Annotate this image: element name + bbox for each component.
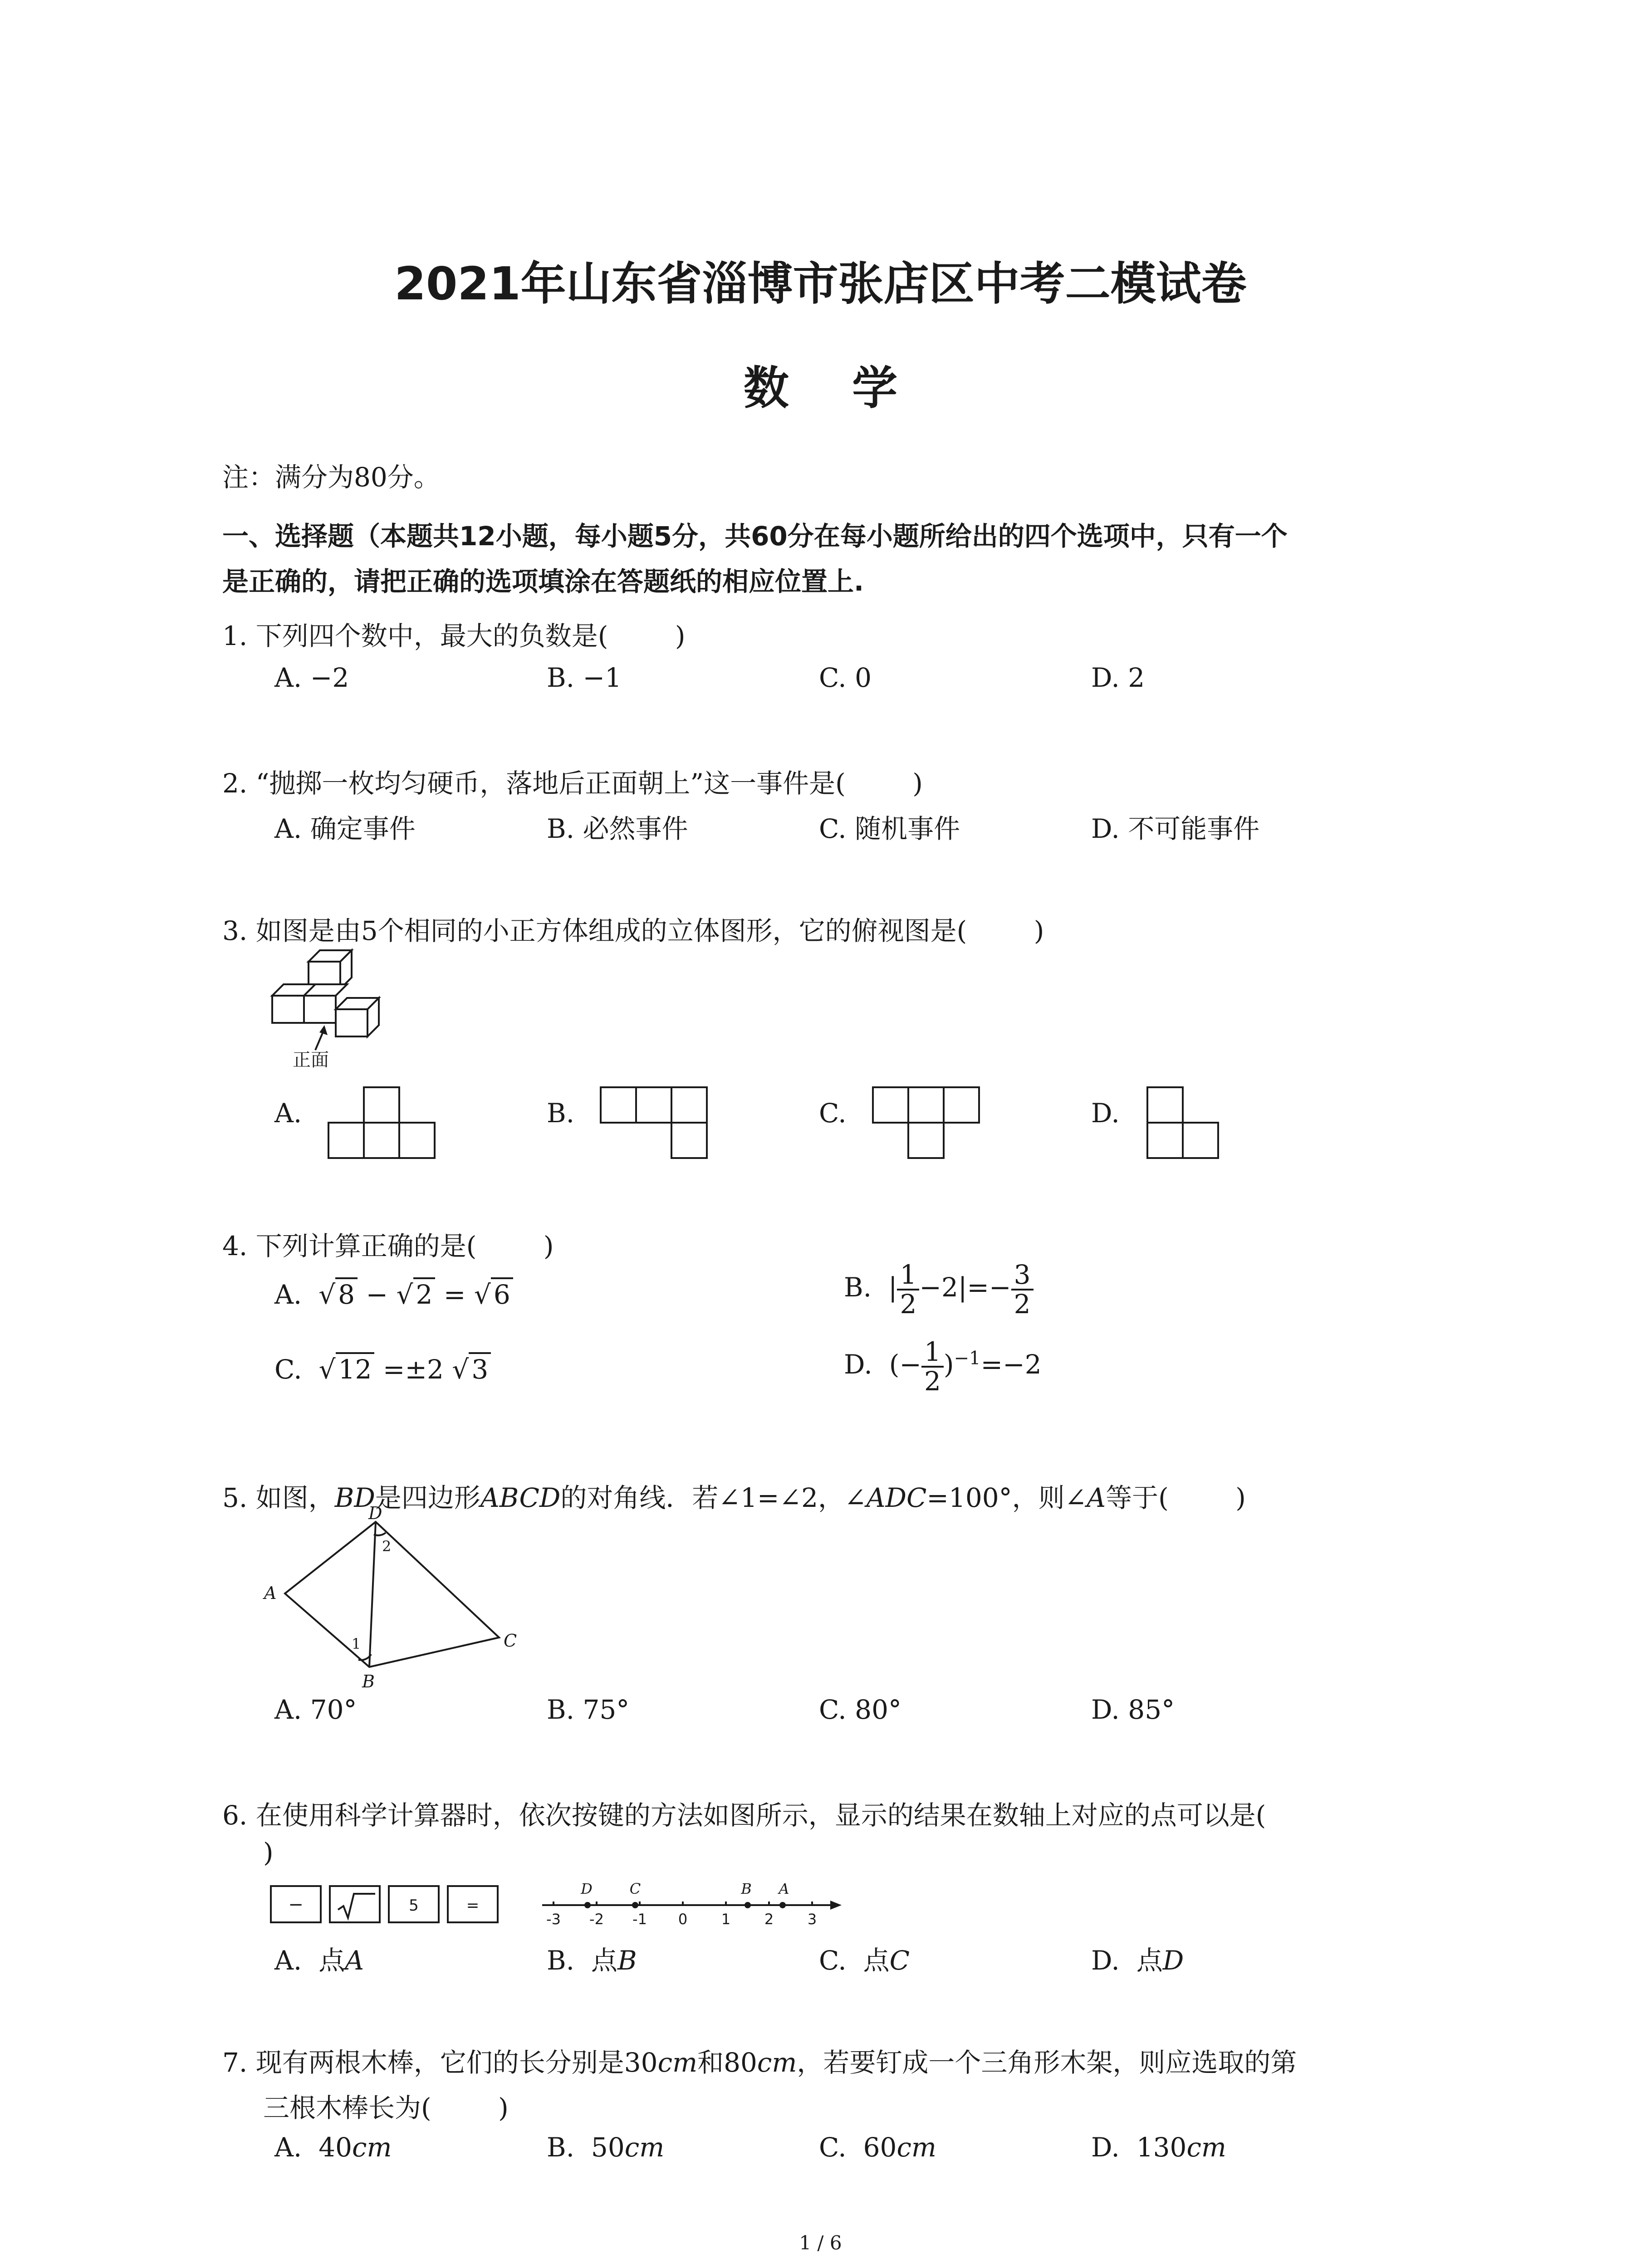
point-d-label: D bbox=[581, 1880, 593, 1897]
denominator: 2 bbox=[924, 1365, 941, 1397]
vertex-a-label: A bbox=[264, 1583, 277, 1603]
vertex-d-label: D bbox=[368, 1503, 382, 1523]
paper-title: 2021年山东省淄博市张店区中考二模试卷 bbox=[394, 257, 1247, 310]
denominator: 2 bbox=[900, 1288, 917, 1320]
point-b-label: B bbox=[741, 1880, 752, 1897]
question-3-stem: 3. 如图是由5个相同的小正方体组成的立体图形，它的俯视图是( ) bbox=[222, 915, 1044, 946]
question-7-option-d bbox=[1091, 2132, 1226, 2163]
radicand-2: 2 bbox=[413, 1277, 436, 1310]
question-1-option-b: B. −1 bbox=[547, 662, 622, 693]
equals-sign: = bbox=[443, 1279, 466, 1310]
question-6-stem-line1: 6. 在使用科学计算器时，依次按键的方法如图所示，显示的结果在数轴上对应的点可以是( bbox=[222, 1800, 1266, 1831]
question-1-option-d: D. 2 bbox=[1091, 662, 1145, 693]
option-text: B. 50 bbox=[547, 2132, 625, 2163]
stem-part: ，若要钉成一个三角形木架，则应选取的第 bbox=[797, 2047, 1297, 2078]
sqrt-sign: √ bbox=[318, 1279, 336, 1310]
point-a-label: A bbox=[779, 1880, 789, 1897]
numerator: 3 bbox=[1011, 1261, 1034, 1290]
question-4-option-a bbox=[274, 1279, 513, 1310]
question-2-option-c: C. 随机事件 bbox=[819, 813, 960, 844]
option-text: A. 40 bbox=[274, 2132, 352, 2163]
option-var: B bbox=[617, 1945, 637, 1976]
var-a: A bbox=[1087, 1482, 1106, 1513]
option-label: A. 点 bbox=[274, 1945, 345, 1976]
fraction-three-halves bbox=[1011, 1261, 1034, 1318]
expression-middle: −2|=− bbox=[919, 1271, 1011, 1303]
unit-cm: cm bbox=[896, 2132, 936, 2163]
exponent: −1 bbox=[954, 1348, 981, 1369]
option-b-label: B. bbox=[844, 1271, 872, 1303]
question-2-stem: 2. “抛掷一枚均匀硬币，落地后正面朝上”这一事件是( ) bbox=[222, 768, 923, 799]
question-6-option-d bbox=[1091, 1939, 1184, 1977]
stem-part: 7. 现有两根木棒，它们的长分别是30 bbox=[222, 2047, 658, 2078]
fraction-one-half bbox=[897, 1261, 919, 1318]
question-7-option-a bbox=[274, 2132, 392, 2163]
front-label: 正面 bbox=[293, 1050, 329, 1070]
option-d-top-view bbox=[1146, 1086, 1223, 1161]
subject-title: 数 学 bbox=[743, 362, 898, 415]
minus-sign: − bbox=[366, 1279, 388, 1310]
option-var: C bbox=[889, 1945, 910, 1976]
question-3-option-d: D. bbox=[1091, 1098, 1120, 1129]
stem-part: 等于( ) bbox=[1106, 1482, 1246, 1513]
option-var: A bbox=[345, 1945, 364, 1976]
stem-part: 5. 如图， bbox=[222, 1482, 335, 1513]
option-label: C. 点 bbox=[819, 1945, 890, 1976]
question-6-option-b bbox=[547, 1939, 637, 1977]
question-7-option-b bbox=[547, 2132, 664, 2163]
expression-middle: =±2 bbox=[382, 1354, 444, 1385]
question-5-option-d: D. 85° bbox=[1091, 1694, 1175, 1725]
tick-label: 0 bbox=[678, 1911, 688, 1928]
abs-bar: | bbox=[888, 1271, 897, 1303]
sqrt-sign: √ bbox=[452, 1354, 469, 1385]
option-label: B. 点 bbox=[547, 1945, 617, 1976]
question-1-option-a: A. −2 bbox=[274, 662, 349, 693]
tick-label: -2 bbox=[589, 1911, 604, 1928]
quadrilateral-figure bbox=[263, 1503, 535, 1691]
key-five: 5 bbox=[409, 1897, 419, 1915]
tick-label: -1 bbox=[632, 1911, 647, 1928]
option-d-label: D. bbox=[844, 1349, 872, 1380]
numerator: 1 bbox=[897, 1261, 919, 1290]
option-var: D bbox=[1162, 1945, 1184, 1976]
option-text: D. 130 bbox=[1091, 2132, 1187, 2163]
radicand-6: 6 bbox=[491, 1277, 513, 1310]
question-4-option-d bbox=[844, 1338, 1042, 1395]
close-paren: ) bbox=[943, 1349, 954, 1380]
sqrt-sign: √ bbox=[474, 1279, 491, 1310]
var-abcd: ABCD bbox=[480, 1482, 561, 1513]
stem-part: =100°，则∠ bbox=[926, 1482, 1087, 1513]
tick-label: 2 bbox=[764, 1911, 774, 1928]
page-number: 1 / 6 bbox=[799, 2232, 842, 2254]
angle-1-label: 1 bbox=[352, 1635, 361, 1652]
question-1-option-c: C. 0 bbox=[819, 662, 872, 693]
key-minus: − bbox=[288, 1894, 304, 1915]
expression-tail: =−2 bbox=[980, 1349, 1042, 1380]
option-text: C. 60 bbox=[819, 2132, 897, 2163]
section-heading-line1: 一、选择题（本题共12小题，每小题5分，共60分在每小题所给出的四个选项中，只有一个 bbox=[222, 521, 1288, 552]
question-7-stem-line2: 三根木棒长为( ) bbox=[263, 2092, 509, 2123]
open-paren: (− bbox=[889, 1349, 921, 1380]
question-2-option-a: A. 确定事件 bbox=[274, 813, 416, 844]
score-note: 注：满分为80分。 bbox=[222, 462, 440, 493]
question-5-option-a: A. 70° bbox=[274, 1694, 357, 1725]
tick-label: 3 bbox=[807, 1911, 817, 1928]
question-7-stem-line1 bbox=[222, 2041, 1297, 2079]
stem-part: 和80 bbox=[697, 2047, 757, 2078]
question-3-option-b: B. bbox=[547, 1098, 575, 1129]
question-3-option-a: A. bbox=[274, 1098, 302, 1129]
sqrt-sign: √ bbox=[396, 1279, 413, 1310]
number-line-figure bbox=[538, 1873, 846, 1937]
key-equals: = bbox=[466, 1897, 480, 1915]
var-adc: ADC bbox=[866, 1482, 927, 1513]
unit-cm: cm bbox=[624, 2132, 665, 2163]
unit-cm: cm bbox=[352, 2132, 392, 2163]
unit-cm: cm bbox=[757, 2047, 797, 2078]
calculator-keys-figure bbox=[270, 1882, 506, 1928]
point-c-label: C bbox=[629, 1880, 641, 1897]
question-6-option-c bbox=[819, 1939, 910, 1977]
radicand-8: 8 bbox=[335, 1277, 358, 1310]
radicand-3: 3 bbox=[469, 1352, 491, 1385]
unit-cm: cm bbox=[1186, 2132, 1226, 2163]
option-a-top-view bbox=[327, 1086, 438, 1161]
tick-label: -3 bbox=[546, 1911, 561, 1928]
section-heading-line2: 是正确的，请把正确的选项填涂在答题纸的相应位置上. bbox=[222, 566, 864, 597]
question-6-option-a bbox=[274, 1939, 364, 1977]
question-4-stem: 4. 下列计算正确的是( ) bbox=[222, 1231, 554, 1261]
option-a-label: A. bbox=[274, 1279, 302, 1310]
sqrt-sign: √ bbox=[318, 1354, 336, 1385]
question-2-option-b: B. 必然事件 bbox=[547, 813, 688, 844]
option-label: D. 点 bbox=[1091, 1945, 1163, 1976]
question-6-stem-line2: ) bbox=[263, 1837, 274, 1868]
stem-part: 的对角线．若∠1=∠2，∠ bbox=[560, 1482, 867, 1513]
option-c-top-view bbox=[871, 1086, 982, 1161]
question-5-option-c: C. 80° bbox=[819, 1694, 901, 1725]
unit-cm: cm bbox=[657, 2047, 698, 2078]
var-bd: BD bbox=[334, 1482, 375, 1513]
question-2-option-d: D. 不可能事件 bbox=[1091, 813, 1260, 844]
question-7-option-c bbox=[819, 2132, 936, 2163]
vertex-b-label: B bbox=[362, 1672, 375, 1691]
cube-stack-figure bbox=[268, 948, 422, 1070]
question-5-option-b: B. 75° bbox=[547, 1694, 630, 1725]
question-4-option-c bbox=[274, 1354, 491, 1385]
vertex-c-label: C bbox=[504, 1631, 517, 1651]
radicand-12: 12 bbox=[336, 1352, 375, 1385]
denominator: 2 bbox=[1014, 1288, 1031, 1320]
question-4-option-b bbox=[844, 1261, 1034, 1318]
numerator: 1 bbox=[921, 1338, 944, 1368]
option-b-top-view bbox=[599, 1086, 710, 1161]
question-3-option-c: C. bbox=[819, 1098, 847, 1129]
question-1-stem: 1. 下列四个数中，最大的负数是( ) bbox=[222, 621, 686, 651]
option-c-label: C. bbox=[274, 1354, 302, 1385]
stem-part: 是四边形 bbox=[375, 1482, 480, 1513]
angle-2-label: 2 bbox=[382, 1538, 392, 1555]
tick-label: 1 bbox=[721, 1911, 731, 1928]
fraction-one-half bbox=[921, 1338, 944, 1395]
